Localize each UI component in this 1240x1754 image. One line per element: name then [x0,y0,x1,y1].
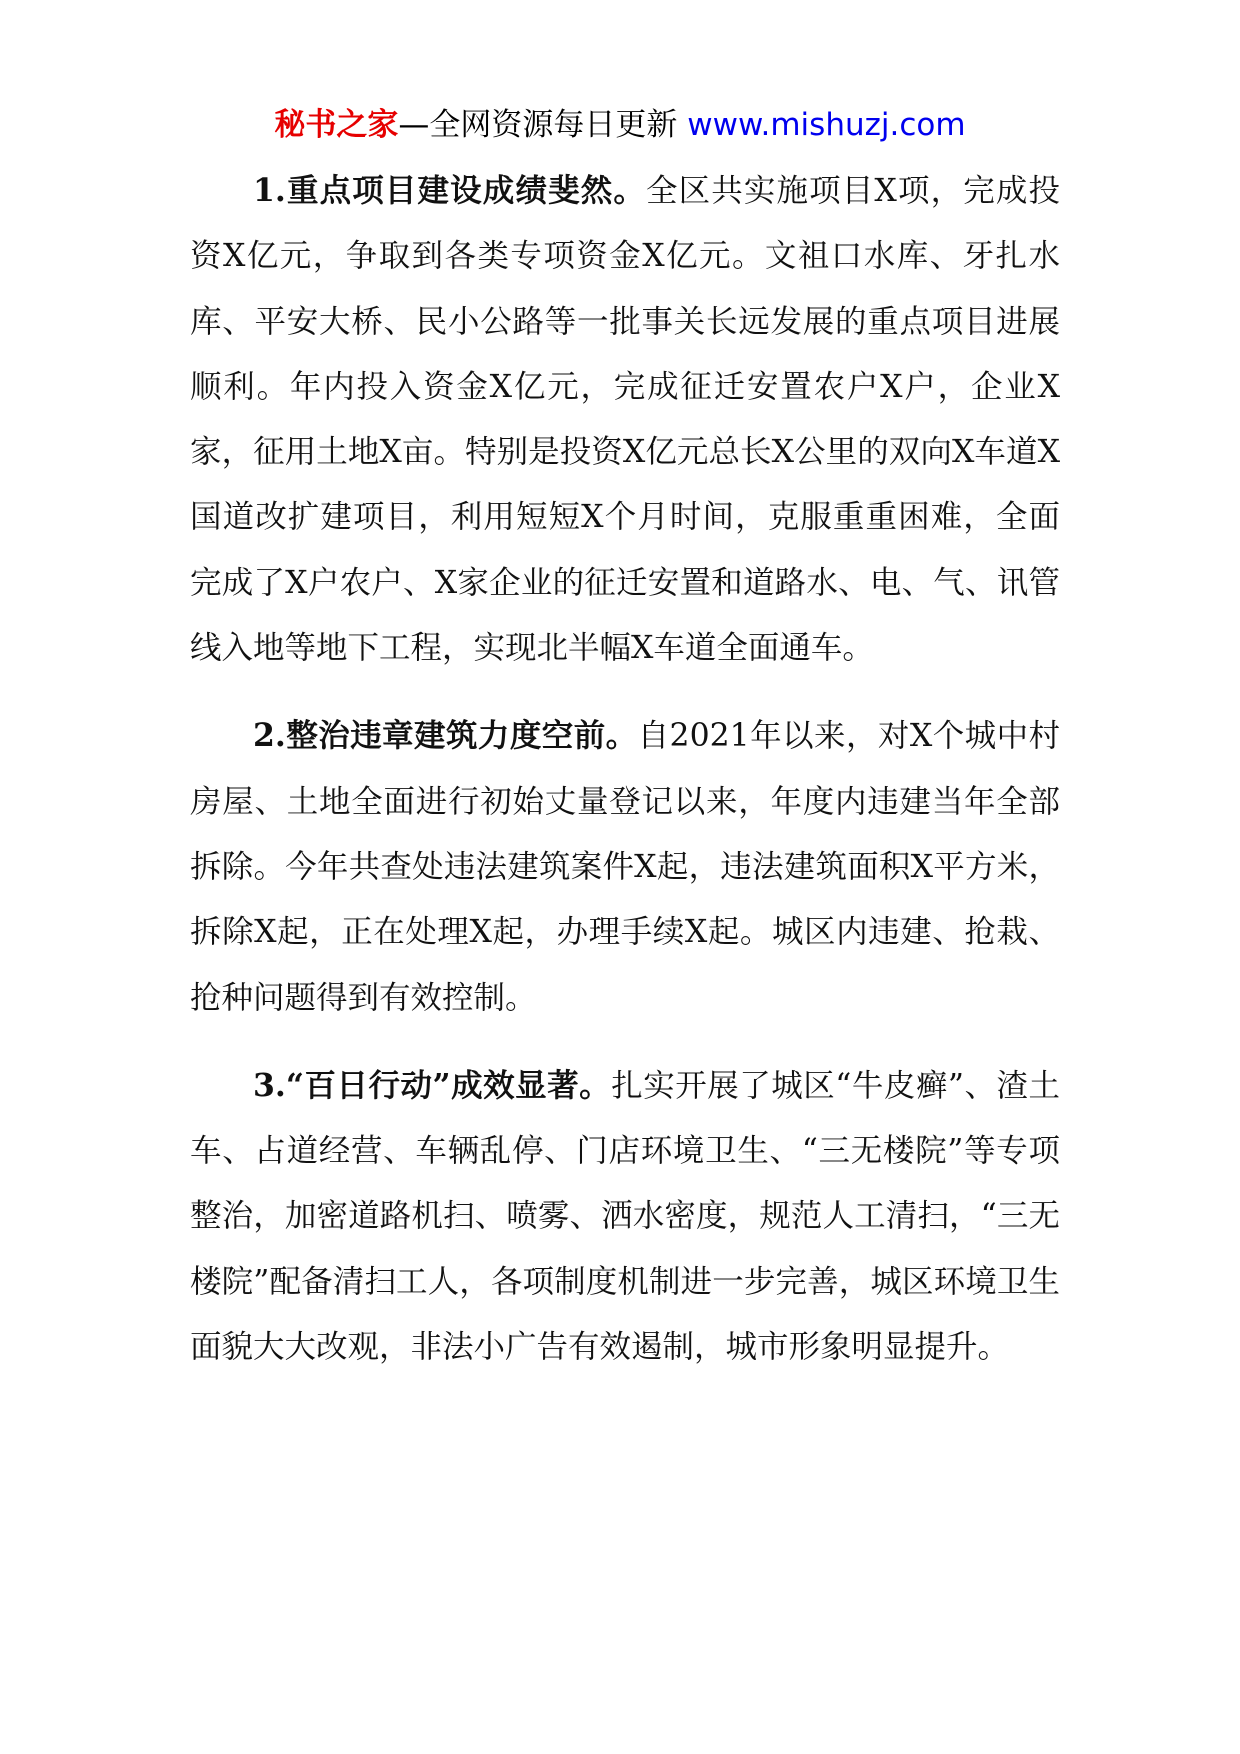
banner-tagline: —全网资源每日更新 [398,107,678,143]
banner-url-link[interactable]: www.mishuzj.com [687,107,966,143]
paragraph-heading: 3.“百日行动”成效显著。 [253,1066,612,1104]
banner-brand: 秘书之家 [274,107,399,143]
document-body [190,158,1060,1380]
paragraph-text: 扎实开展了城区“牛皮癣”、渣土车、占道经营、车辆乱停、门店环境卫生、“三无楼院”等专项整治，加密道路机扫、喷雾、洒水密度，规范人工清扫，“三无楼院”配备清扫工人，各项制度机制进一步完善，城区环境卫生面貌大大改观，非法小广告有效遏制，城市形象明显提升。 [190,1067,1060,1366]
paragraph-1 [190,158,1060,681]
paragraph-heading: 1.重点项目建设成绩斐然。 [253,172,646,209]
paragraph-heading: 2.整治违章建筑力度空前。 [253,717,638,755]
header-banner [0,103,1240,147]
paragraph-2 [190,703,1060,1030]
paragraph-text: 自2021年以来，对X个城中村房屋、土地全面进行初始丈量登记以来，年度内违建当年全部拆除。今年共查处违法建筑案件X起，违法建筑面积X平方米，拆除X起，正在处理X起，办理手续X起。城区内违建、抢栽、抢种问题得到有效控制。 [190,718,1061,1016]
paragraph-3 [190,1053,1060,1380]
paragraph-text: 全区共实施项目X项，完成投资X亿元，争取到各类专项资金X亿元。文祖口水库、牙扎水库、平安大桥、民小公路等一批事关长远发展的重点项目进展顺利。年内投入资金X亿元，完成征迁安置农户X户，企业X家，征用土地X亩。特别是投资X亿元总长X公里的双向X车道X国道改扩建项目，利用短短X个月时间，克服重重困难，全面完成了X户农户、X家企业的征迁安置和道路水、电、气、讯管线入地等地下工程，实现北半幅X车道全面通车。 [190,173,1060,667]
